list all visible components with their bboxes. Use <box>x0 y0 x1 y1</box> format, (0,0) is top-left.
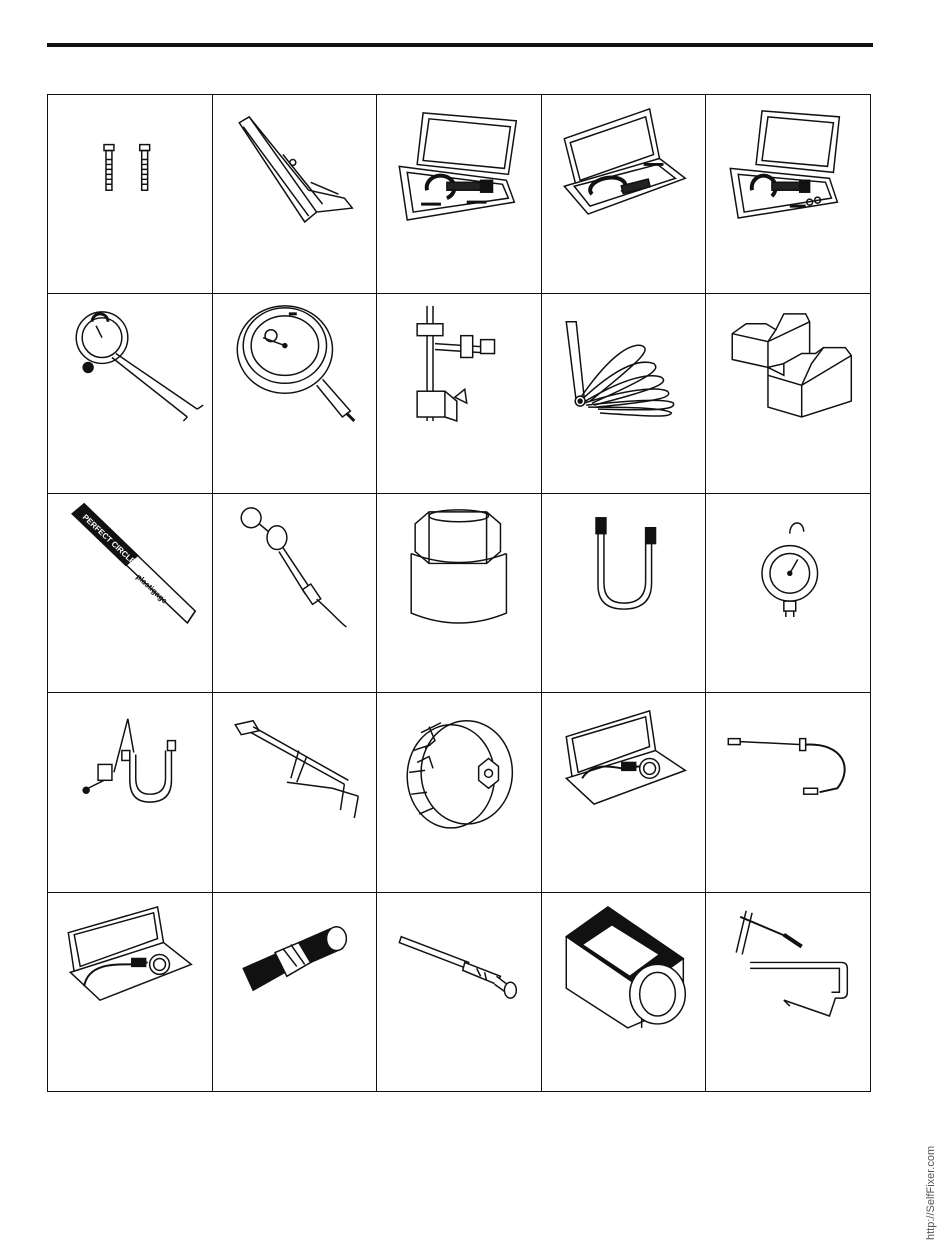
plastigauge-icon <box>48 494 212 692</box>
tool-cell-23 <box>377 893 542 1092</box>
hose-adapter-icon <box>48 693 212 891</box>
tool-cell-20 <box>706 693 871 892</box>
tool-cell-13 <box>377 494 542 693</box>
compression-gauge-case-icon <box>542 693 706 891</box>
micrometer-case-icon <box>542 95 706 293</box>
tool-cell-16 <box>48 693 213 892</box>
tool-cell-2 <box>213 95 378 294</box>
v-blocks-icon <box>706 294 870 492</box>
valve-lapper-icon <box>213 494 377 692</box>
tool-cell-18 <box>377 693 542 892</box>
tool-cell-5 <box>706 95 871 294</box>
tool-cell-25 <box>706 893 871 1092</box>
micrometer-case-icon <box>377 95 541 293</box>
inside-caliper-gauge-icon <box>48 294 212 492</box>
tool-cell-15 <box>706 494 871 693</box>
tool-cell-9 <box>542 294 707 493</box>
tool-cell-24 <box>542 893 707 1092</box>
adapter-fitting-icon <box>213 893 377 1091</box>
tool-cell-17 <box>213 693 378 892</box>
tool-cell-10 <box>706 294 871 493</box>
tool-cell-8 <box>377 294 542 493</box>
tool-cell-7 <box>213 294 378 493</box>
top-rule <box>47 43 873 47</box>
tool-cell-3 <box>377 95 542 294</box>
tool-cell-22 <box>213 893 378 1092</box>
tool-cell-12 <box>213 494 378 693</box>
compression-gauge-case-icon <box>48 893 212 1091</box>
oil-filter-socket-icon <box>377 494 541 692</box>
tool-cell-11 <box>48 494 213 693</box>
plastigauge-brand: PERFECT CIRCLE <box>80 512 138 566</box>
oil-filter-wrench-icon <box>377 693 541 891</box>
hose-icon <box>542 494 706 692</box>
feeler-gauge-icon <box>542 294 706 492</box>
tool-cell-21 <box>48 893 213 1092</box>
tool-cell-1 <box>48 95 213 294</box>
dial-indicator-icon <box>213 294 377 492</box>
plastigauge-label: plastigage <box>134 572 170 606</box>
thickness-gauge-icon <box>213 95 377 293</box>
micrometer-case-icon <box>706 95 870 293</box>
tool-cell-6 <box>48 294 213 493</box>
source-url[interactable]: http://SelfFixer.com <box>925 1145 937 1240</box>
tool-cell-19 <box>542 693 707 892</box>
valve-spring-compressor-icon <box>706 893 870 1091</box>
driver-handle-icon <box>377 893 541 1091</box>
magnetic-stand-icon <box>377 294 541 492</box>
tool-grid <box>47 94 871 1092</box>
tool-cell-14 <box>542 494 707 693</box>
test-lead-icon <box>706 693 870 891</box>
tool-cell-4 <box>542 95 707 294</box>
pressure-gauge-icon <box>706 494 870 692</box>
bolts-icon <box>48 95 212 293</box>
socket-tool-icon <box>542 893 706 1091</box>
valve-spring-tool-icon <box>213 693 377 891</box>
